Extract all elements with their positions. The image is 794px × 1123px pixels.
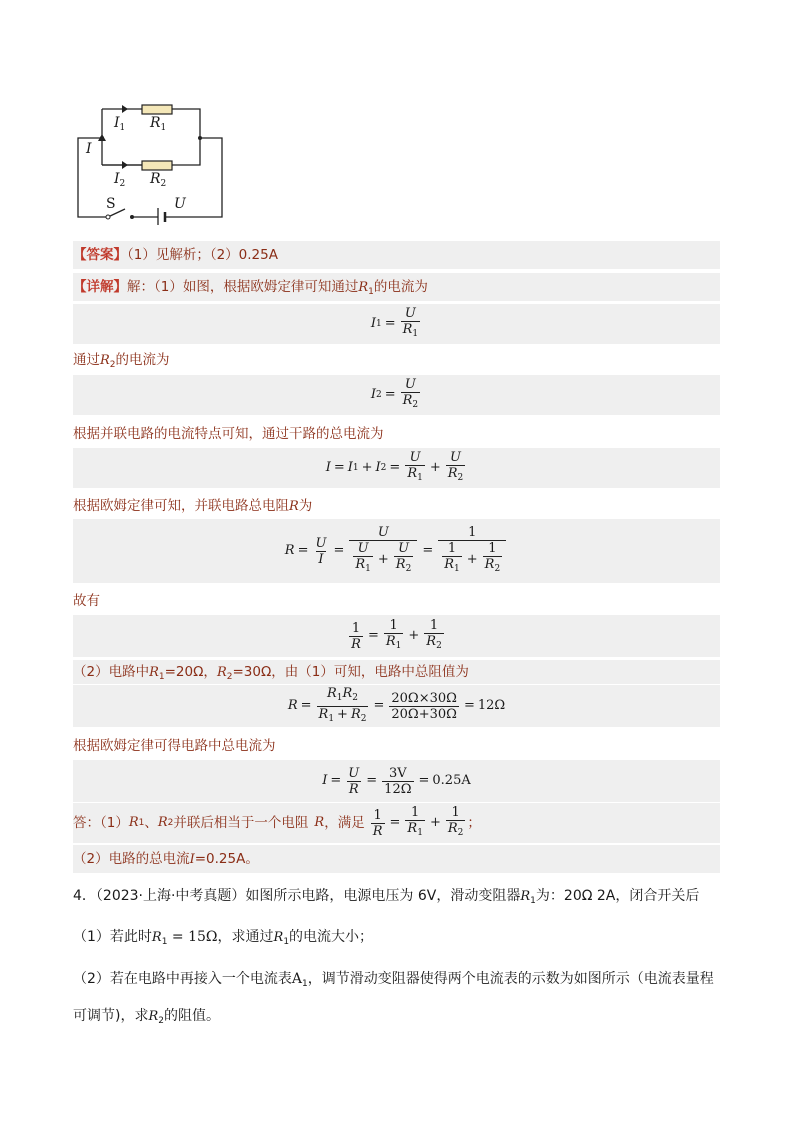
- answer-tag: 【答案】: [73, 247, 127, 263]
- detail-intro: 解：（1）如图，根据欧姆定律可知通过: [127, 279, 359, 295]
- resistor-r1: [142, 105, 172, 114]
- question4-line2: （1）若此时$R_1 = 15\Omega$，求通过$R_1$的电流大小；: [73, 929, 374, 947]
- through-r2-text: 通过$R_2$的电流为: [73, 352, 170, 370]
- arrow-i1: [122, 105, 128, 113]
- resistor-r2: [142, 161, 172, 170]
- formula-total-resistance: R = $\frac{U}{I}$ = U $\frac{U}{R_1}$ + $\frac{U}{R_2}$ = 1 $\frac{1}{R_1}$ + $\frac{1}{R_2}$: [73, 519, 720, 583]
- formula-total-resistance-value: R = $\frac{R_1R_2}{R_1 + R_2}$ = $\frac{20\Omega\times 30\Omega}{20\Omega+30\Omega}$ = 12Ω: [73, 685, 720, 727]
- label-r2: $R_2$: [150, 171, 167, 189]
- label-i: I: [86, 141, 92, 157]
- question4-line3: （2）若在电路中再接入一个电流表$A_1$，调节滑动变阻器使得两个电流表的示数为如图所示（电流表量程: [73, 971, 714, 989]
- conclusion-2: （2）电路的总电流I=0.25A。: [73, 845, 720, 873]
- answer-row: [73, 241, 720, 269]
- formula-i2: I 2 = $\frac{U}{R_2}$: [73, 375, 720, 415]
- label-i2: $I_2$: [114, 171, 126, 189]
- detail-tag: 【详解】: [73, 279, 127, 295]
- total-current-text: 根据欧姆定律可得电路中总电流为: [73, 738, 276, 754]
- total-resistance-text: 根据欧姆定律可知，并联电路总电阻R为: [73, 498, 313, 514]
- label-voltage: U: [174, 196, 186, 212]
- detail-intro-row: 【详解】解：（1）如图，根据欧姆定律可知通过$R_1$的电流为: [73, 273, 720, 301]
- label-r1: $R_1$: [150, 115, 167, 133]
- formula-total-current: I = I 1 + I 2 = $\frac{U}{R_1}$ + $\frac{U}{R_2}$: [73, 448, 720, 488]
- formula-i1: I 1 = $\frac{U}{R_1}$: [73, 304, 720, 344]
- question4-line1: 4．（2023·上海·中考真题）如图所示电路，电源电压为 6V，滑动变阻器$R_1$为：20Ω 2A，闭合开关后: [73, 888, 700, 906]
- answer-text: （1）见解析；（2）0.25A: [127, 247, 278, 263]
- therefore-text: 故有: [73, 593, 100, 609]
- conclusion-1: 答：（1） R 1 、 R 2 并联后相当于一个电阻 R ，满足 $\frac{1}{R}$ = $\frac{1}{R_1}$ + $\frac{1}{R_2}$ ；: [73, 803, 720, 843]
- arrow-i2: [122, 161, 128, 169]
- label-i1: $I_1$: [114, 115, 126, 133]
- question4-line4: 可调节)，求$R_2$的阻值。: [73, 1008, 220, 1026]
- parallel-current-text: 根据并联电路的电流特点可知，通过干路的总电流为: [73, 426, 384, 442]
- part2-text: （2）电路中$R_1=20\Omega$，$R_2=30\Omega$，由（1）可知，电路中总阻值为: [73, 660, 720, 684]
- formula-total-current-value: I = $\frac{U}{R}$ = $\frac{3V}{12\Omega}$ = 0.25A: [73, 760, 720, 802]
- label-switch: S: [106, 196, 116, 212]
- formula-reciprocal: $\frac{1}{R}$ = $\frac{1}{R_1}$ + $\frac{1}{R_2}$: [73, 615, 720, 657]
